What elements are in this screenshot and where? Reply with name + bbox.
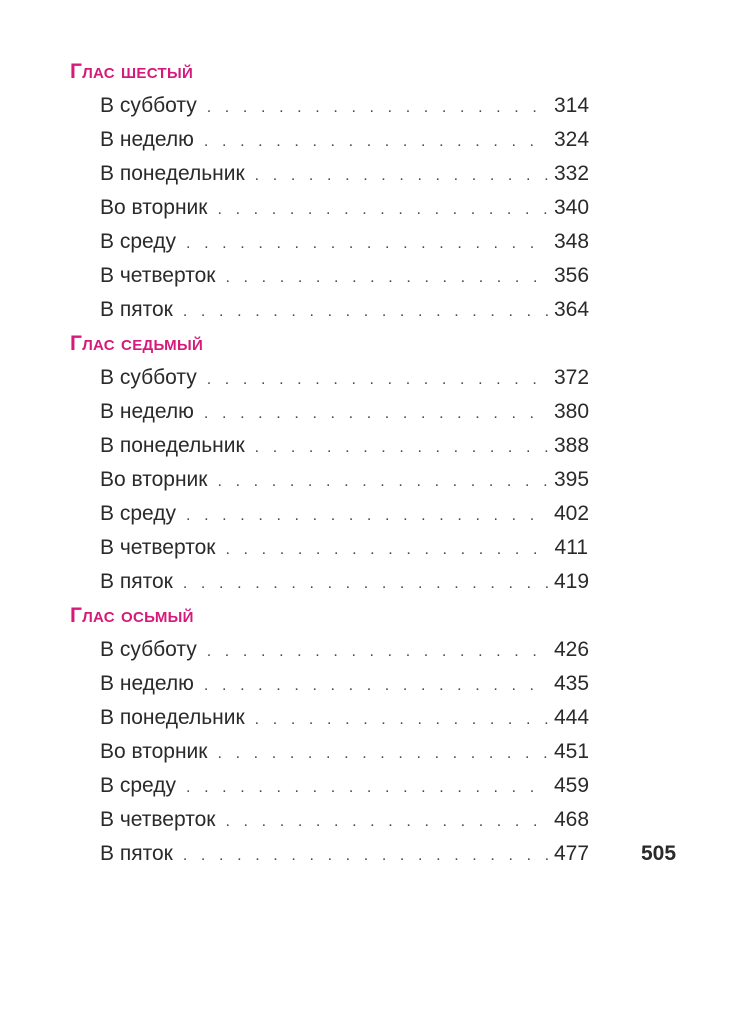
toc-entry[interactable] [100, 701, 588, 735]
dot-leader [207, 635, 548, 669]
toc-entry[interactable] [100, 395, 588, 429]
entry-title: В понедельник [100, 434, 245, 457]
entry-title: В четверток [100, 264, 216, 287]
entry-page-number: 372 [554, 366, 590, 389]
dot-leader [225, 805, 548, 839]
section-heading: Глас шестый [70, 60, 194, 83]
dot-leader [183, 567, 548, 601]
toc-entry[interactable] [100, 89, 588, 123]
toc-entry[interactable] [100, 497, 588, 531]
dot-leader [183, 295, 548, 329]
dot-leader [255, 159, 548, 193]
entry-title: В неделю [100, 400, 194, 423]
entry-title: В четверток [100, 536, 216, 559]
entry-page-number: 395 [554, 468, 590, 491]
entry-title: В субботу [100, 366, 197, 389]
entry-title: Во вторник [100, 740, 208, 763]
page-number: 505 [641, 842, 677, 865]
dot-leader [207, 363, 548, 397]
dot-leader [183, 839, 548, 873]
toc-entry[interactable] [100, 735, 588, 769]
toc-section [0, 599, 741, 871]
entry-page-number: 364 [554, 298, 590, 321]
dot-leader [186, 227, 548, 261]
section-heading: Глас осьмый [70, 604, 194, 627]
dot-leader [186, 499, 548, 533]
toc-entry[interactable] [100, 225, 588, 259]
entry-title: В четверток [100, 808, 216, 831]
entry-page-number: 468 [554, 808, 590, 831]
entry-page-number: 324 [554, 128, 590, 151]
entry-title: В среду [100, 230, 176, 253]
dot-leader [217, 465, 548, 499]
toc-entry[interactable] [100, 123, 588, 157]
entry-page-number: 426 [554, 638, 590, 661]
dot-leader [204, 669, 548, 703]
toc-entry[interactable] [100, 531, 588, 565]
dot-leader [225, 261, 548, 295]
entry-page-number: 477 [554, 842, 590, 865]
entry-page-number: 380 [554, 400, 590, 423]
table-of-contents [0, 55, 741, 871]
entry-page-number: 332 [554, 162, 590, 185]
toc-entry[interactable] [100, 429, 588, 463]
entry-page-number: 419 [554, 570, 590, 593]
dot-leader [204, 397, 548, 431]
entry-title: В пяток [100, 842, 173, 865]
entry-title: В неделю [100, 128, 194, 151]
toc-section [0, 55, 741, 327]
toc-entry[interactable] [100, 361, 588, 395]
toc-entry[interactable] [100, 667, 588, 701]
toc-section [0, 327, 741, 599]
toc-entry[interactable] [100, 633, 588, 667]
entry-title: В понедельник [100, 162, 245, 185]
toc-entry[interactable] [100, 803, 588, 837]
dot-leader [186, 771, 548, 805]
entry-title: В понедельник [100, 706, 245, 729]
section-heading: Глас седьмый [70, 332, 204, 355]
toc-entry[interactable] [100, 837, 588, 871]
dot-leader [225, 533, 548, 567]
entry-title: В пяток [100, 298, 173, 321]
toc-entry[interactable] [100, 259, 588, 293]
entry-title: Во вторник [100, 468, 208, 491]
toc-entry[interactable] [100, 293, 588, 327]
entry-title: В субботу [100, 94, 197, 117]
toc-entry[interactable] [100, 565, 588, 599]
entry-page-number: 388 [554, 434, 590, 457]
dot-leader [204, 125, 548, 159]
entry-title: В пяток [100, 570, 173, 593]
entry-page-number: 402 [554, 502, 590, 525]
entry-page-number: 340 [554, 196, 590, 219]
entry-title: В неделю [100, 672, 194, 695]
dot-leader [217, 737, 548, 771]
entry-page-number: 356 [554, 264, 590, 287]
entry-title: В среду [100, 502, 176, 525]
entry-page-number: 314 [554, 94, 590, 117]
entry-page-number: 444 [554, 706, 590, 729]
entry-page-number: 451 [554, 740, 590, 763]
toc-entry[interactable] [100, 769, 588, 803]
entry-page-number: 348 [554, 230, 590, 253]
toc-entry[interactable] [100, 157, 588, 191]
entry-title: В среду [100, 774, 176, 797]
toc-entry[interactable] [100, 463, 588, 497]
entry-page-number: 435 [554, 672, 590, 695]
entry-page-number: 459 [554, 774, 590, 797]
dot-leader [207, 91, 548, 125]
entry-page-number: 411 [554, 536, 588, 559]
dot-leader [255, 431, 548, 465]
entry-title: В субботу [100, 638, 197, 661]
entry-title: Во вторник [100, 196, 208, 219]
dot-leader [255, 703, 548, 737]
toc-entry[interactable] [100, 191, 588, 225]
dot-leader [217, 193, 548, 227]
